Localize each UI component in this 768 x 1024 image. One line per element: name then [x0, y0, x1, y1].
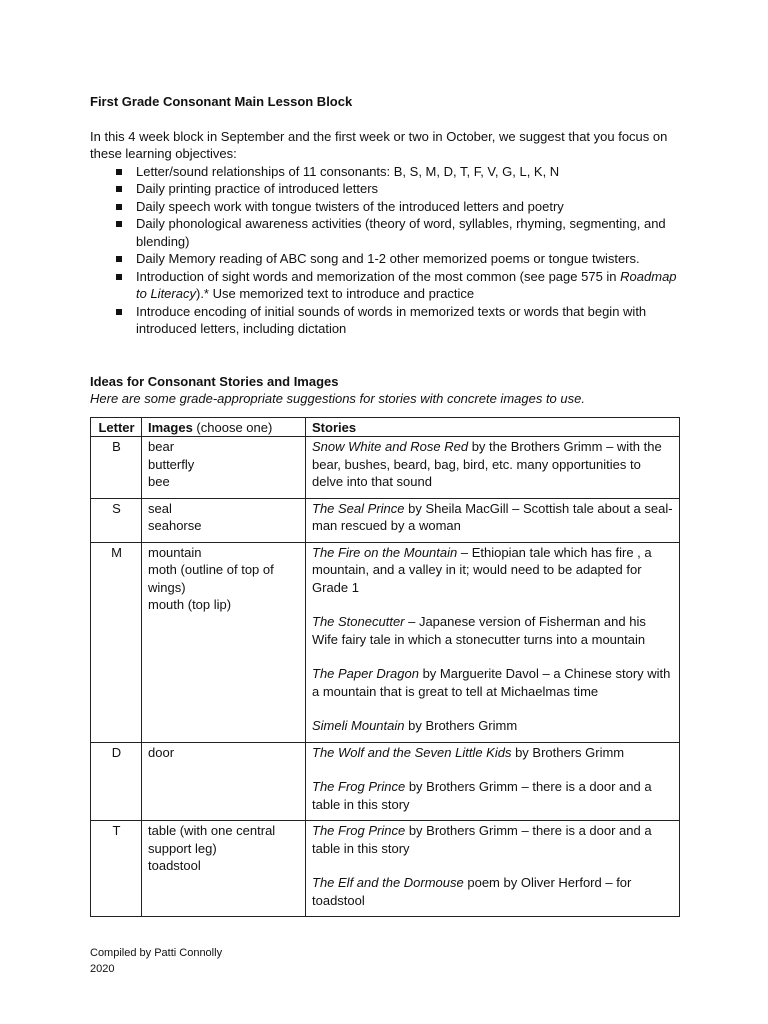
table-row: [91, 437, 680, 499]
objective-text: Letter/sound relationships of 11 consonants: B, S, M, D, T, F, V, G, L, K, N: [136, 163, 560, 179]
footer-compiler: Compiled by Patti Connolly: [90, 947, 223, 959]
images-cell: [142, 821, 306, 917]
story-entry: [312, 744, 674, 762]
story-title: The Frog Prince: [312, 823, 406, 838]
letter-cell: T: [91, 821, 142, 917]
letter-cell: D: [91, 742, 142, 821]
story-title: The Elf and the Dormouse: [312, 875, 464, 890]
stories-cell: [306, 742, 680, 821]
section-subtitle: Here are some grade-appropriate suggestions for stories with concrete images to use.: [90, 391, 585, 406]
page-title: First Grade Consonant Main Lesson Block: [90, 94, 353, 109]
objective-text: Daily speech work with tongue twisters of the introduced letters and poetry: [136, 198, 564, 214]
objective-item: [90, 198, 680, 216]
story-title: Simeli Mountain: [312, 718, 405, 733]
header-letter: Letter: [91, 417, 142, 437]
image-item: toadstool: [148, 858, 201, 873]
footer-year: 2020: [90, 962, 115, 975]
objective-item: [90, 163, 680, 181]
stories-cell: [306, 498, 680, 542]
images-cell: [142, 742, 306, 821]
story-entry: [312, 874, 674, 909]
header-stories: Stories: [306, 417, 680, 437]
images-cell: [142, 542, 306, 742]
footer: [90, 946, 222, 977]
objective-item: [90, 215, 680, 250]
story-title: The Paper Dragon: [312, 666, 419, 681]
letter-cell: M: [91, 542, 142, 742]
image-item: door: [148, 744, 175, 760]
header-images-note: (choose one): [192, 419, 273, 435]
stories-table: [90, 417, 680, 918]
image-item: bee: [148, 474, 170, 489]
story-description: by Brothers Grimm: [511, 744, 625, 760]
image-item: bear: [148, 439, 175, 454]
bullet-icon: [116, 186, 122, 192]
objective-text: Daily Memory reading of ABC song and 1-2 other memorized poems or tongue twisters.: [136, 251, 640, 266]
image-item: mouth (top lip): [148, 597, 232, 612]
story-entry: [312, 613, 674, 648]
bullet-icon: [116, 256, 122, 262]
letter-cell: S: [91, 498, 142, 542]
story-title: The Fire on the Mountain: [312, 544, 458, 560]
stories-cell: [306, 542, 680, 742]
objective-item: [90, 303, 680, 338]
image-item: table (with one central support leg): [148, 823, 276, 856]
letter-cell: B: [91, 437, 142, 499]
story-title: The Seal Prince: [312, 500, 405, 516]
objective-item: [90, 180, 680, 198]
objectives-list: [90, 163, 680, 338]
objective-item: [90, 250, 680, 268]
image-item: seal: [148, 500, 172, 516]
story-description: poem by Oliver Herford – for toadstool: [312, 875, 632, 908]
story-entry: [312, 778, 674, 813]
story-entry: [312, 822, 674, 857]
image-item: butterfly: [148, 456, 195, 472]
objective-text: Daily phonological awareness activities (theory of word, syllables, rhyming, segmenting, and blending): [136, 216, 666, 249]
bullet-icon: [116, 274, 122, 280]
header-images: [142, 417, 306, 437]
story-description: – Japanese version of Fisherman and his Wife fairy tale in which a stonecutter turns into a mountain: [312, 614, 646, 647]
images-cell: [142, 498, 306, 542]
image-item: mountain: [148, 544, 202, 560]
bullet-icon: [116, 204, 122, 210]
story-entry: [312, 665, 674, 700]
story-description: – Ethiopian tale which has fire , a mountain, and a valley in it; would need to be adapted for Grade 1: [312, 544, 652, 595]
objective-text: Daily printing practice of introduced letters: [136, 181, 379, 196]
story-entry: [312, 438, 674, 491]
story-description: by Brothers Grimm: [404, 718, 518, 733]
stories-cell: [306, 437, 680, 499]
bullet-icon: [116, 169, 122, 175]
document-page: [90, 93, 680, 917]
story-entry: [312, 717, 674, 735]
story-title: The Wolf and the Seven Little Kids: [312, 744, 512, 760]
objective-text: Introduce encoding of initial sounds of words in memorized texts or words that begin with introduced letters, including dictation: [136, 303, 647, 336]
story-description: by Brothers Grimm – there is a door and a table in this story: [312, 823, 652, 856]
story-description: by Brothers Grimm – there is a door and a table in this story: [312, 779, 652, 812]
story-description: by the Brothers Grimm – with the bear, bushes, beard, bag, bird, etc. many opportunities to delve into that sound: [312, 439, 662, 489]
table-row: [91, 742, 680, 821]
images-cell: [142, 437, 306, 499]
bullet-icon: [116, 221, 122, 227]
table-row: [91, 821, 680, 917]
objective-text: Introduction of sight words and memorization of the most common (see page 575 in: [136, 268, 621, 284]
bullet-icon: [116, 309, 122, 315]
stories-cell: [306, 821, 680, 917]
objective-item: [90, 268, 680, 303]
story-entry: [312, 500, 674, 535]
story-description: by Sheila MacGill – Scottish tale about a seal-man rescued by a woman: [312, 500, 673, 533]
objective-text: ).* Use memorized text to introduce and practice: [195, 286, 475, 301]
section-title: Ideas for Consonant Stories and Images: [90, 373, 339, 389]
story-title: The Stonecutter: [312, 614, 405, 629]
table-row: [91, 542, 680, 742]
objective-book-title: Roadmap to Literacy: [136, 268, 677, 301]
image-item: moth (outline of top of wings): [148, 562, 274, 595]
table-header-row: [91, 417, 680, 437]
story-entry: [312, 544, 674, 597]
image-item: seahorse: [148, 518, 202, 533]
story-title: The Frog Prince: [312, 779, 406, 794]
story-description: by Marguerite Davol – a Chinese story with a mountain that is great to tell at Michaelmas time: [312, 666, 671, 699]
table-row: [91, 498, 680, 542]
intro-paragraph: In this 4 week block in September and the first week or two in October, we suggest that you focus on these learning objectives:: [90, 128, 668, 161]
header-images-label: Images: [148, 419, 193, 435]
story-title: Snow White and Rose Red: [312, 439, 469, 454]
